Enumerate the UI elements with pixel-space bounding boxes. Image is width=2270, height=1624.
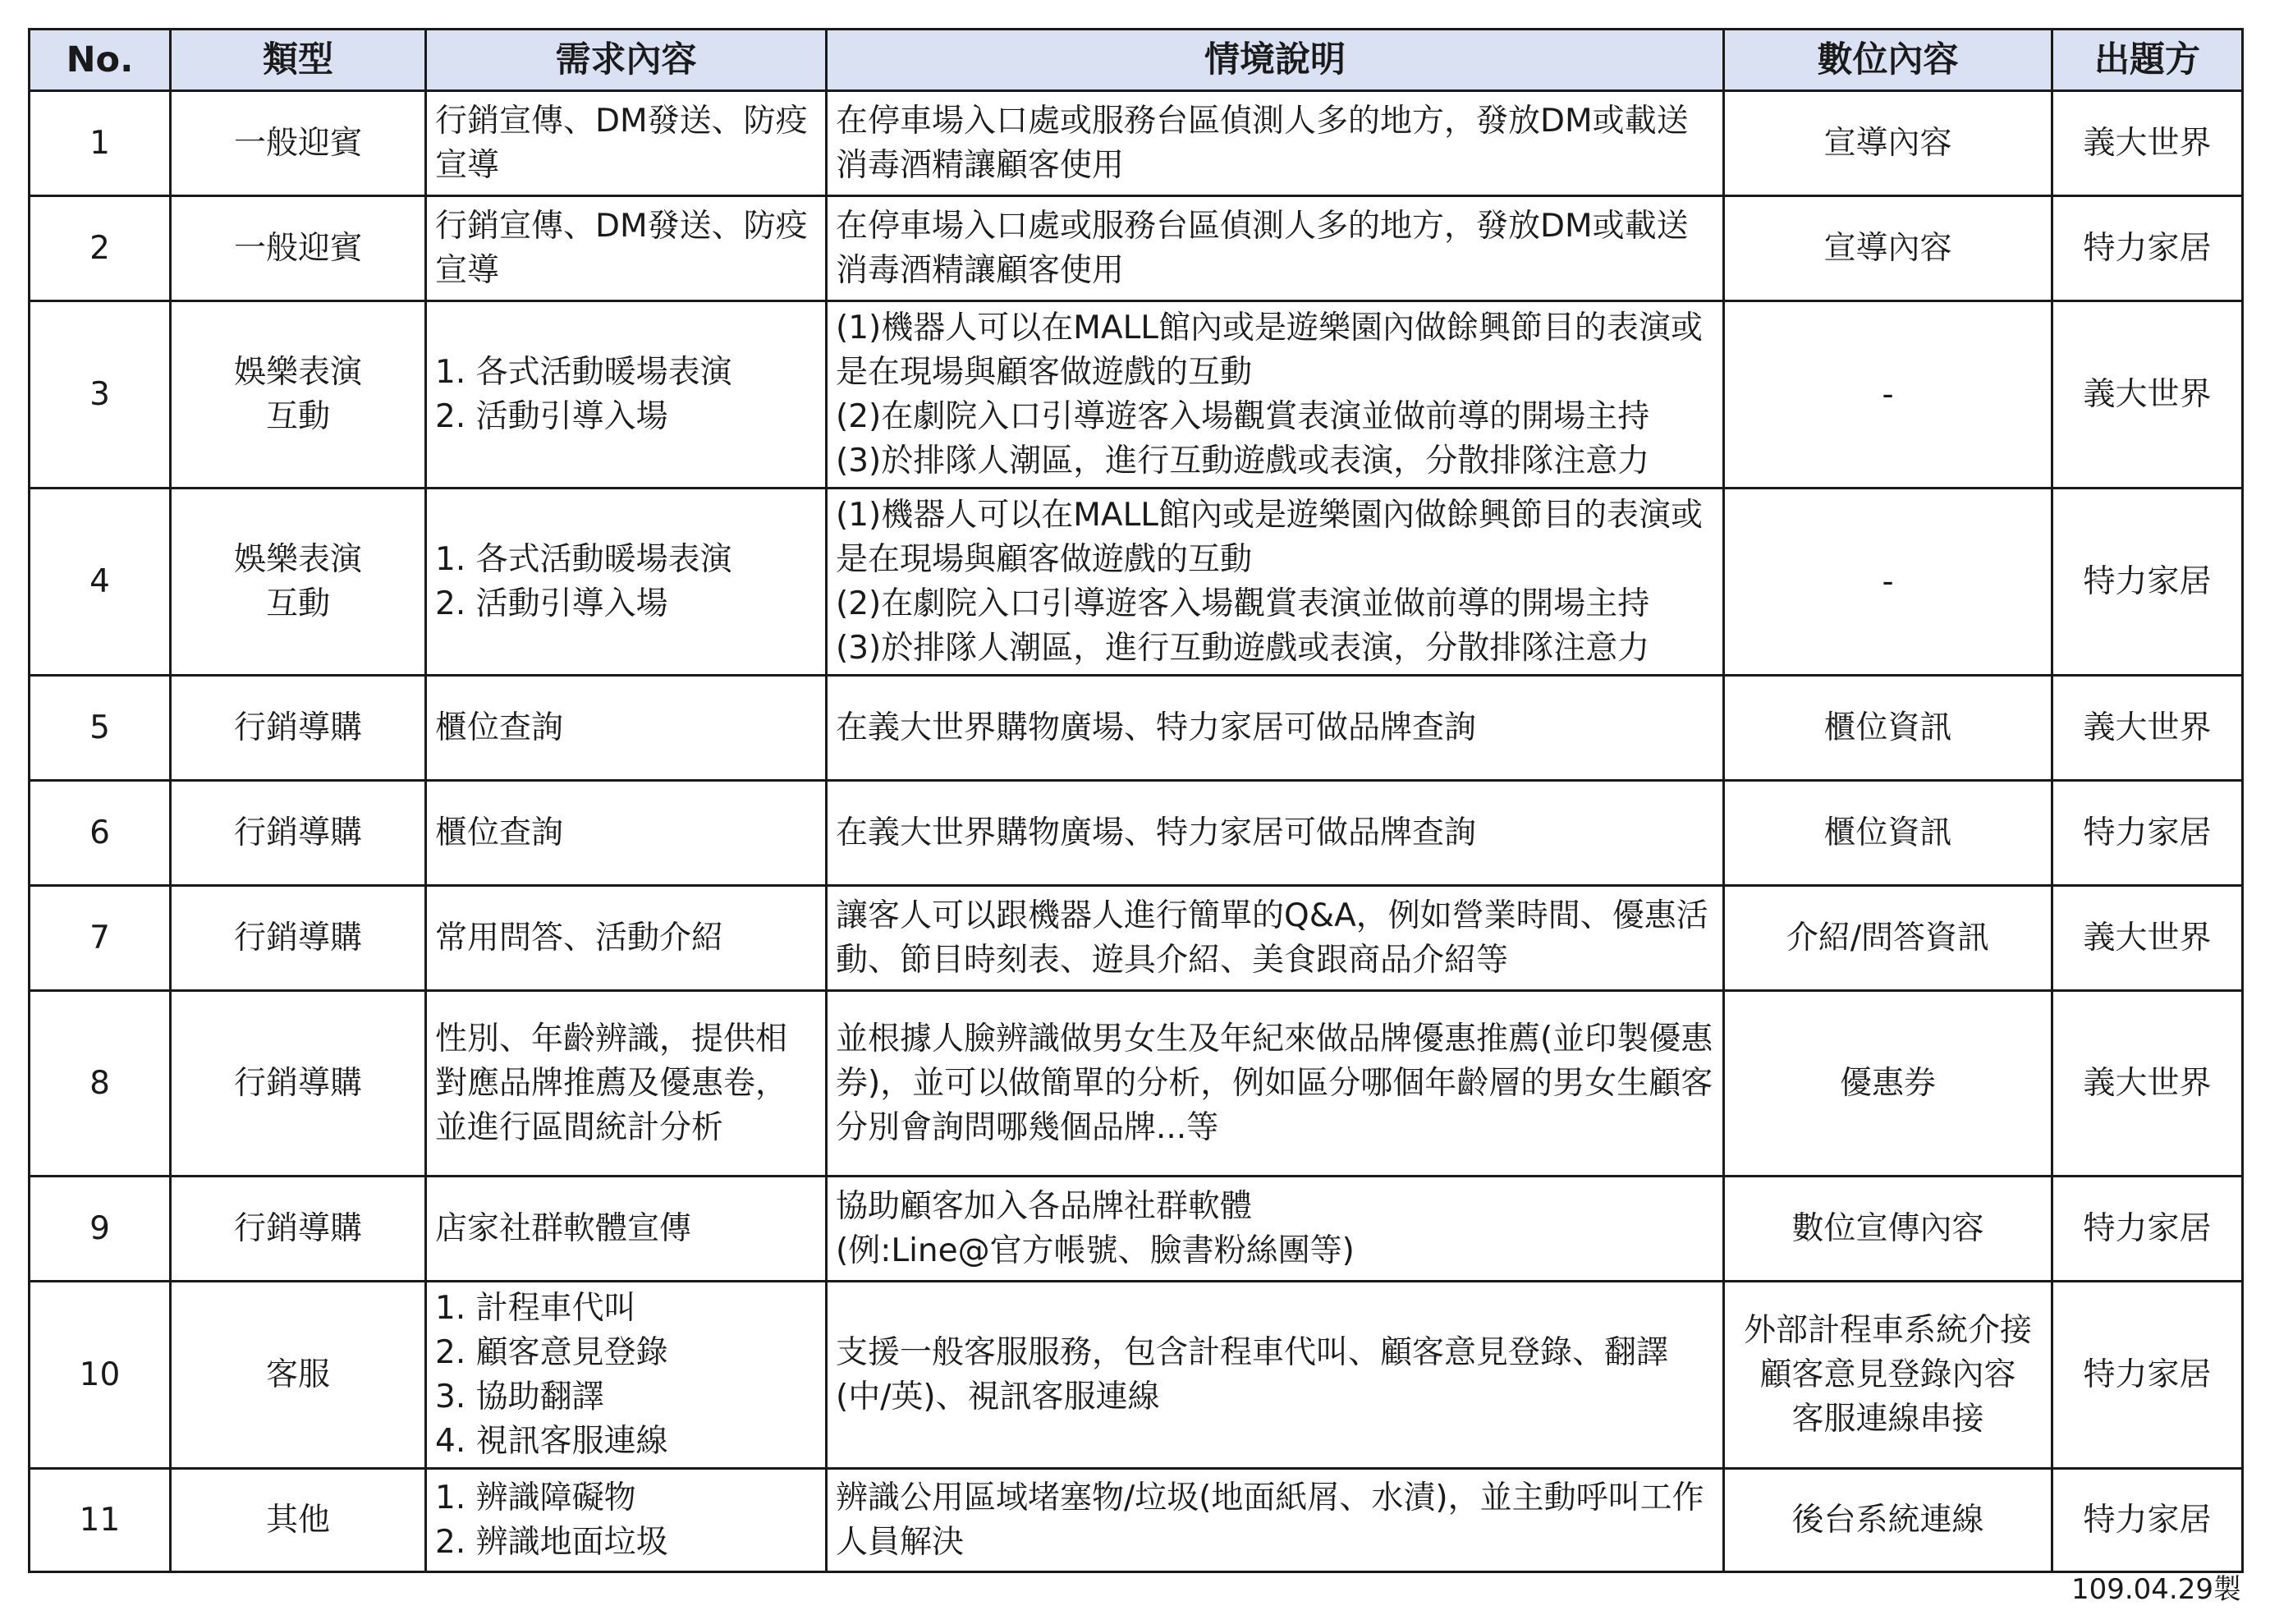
cell-provider: 特力家居 — [2052, 1177, 2243, 1282]
cell-provider: 特力家居 — [2052, 196, 2243, 301]
cell-scenario: 協助顧客加入各品牌社群軟體 (例:Line@官方帳號、臉書粉絲團等) — [827, 1177, 1724, 1282]
table-row — [30, 91, 2243, 196]
table-row — [30, 676, 2243, 781]
cell-requirement: 1. 辨識障礙物 2. 辨識地面垃圾 — [426, 1469, 827, 1572]
cell-requirement: 常用問答、活動介紹 — [426, 886, 827, 991]
cell-no: 11 — [30, 1469, 171, 1572]
cell-provider: 義大世界 — [2052, 886, 2243, 991]
cell-scenario: 並根據人臉辨識做男女生及年紀來做品牌優惠推薦(並印製優惠券)，並可以做簡單的分析，例如區分哪個年齡層的男女生顧客分別會詢問哪幾個品牌...等 — [827, 991, 1724, 1177]
cell-type: 其他 — [171, 1469, 426, 1572]
cell-scenario: 在停車場入口處或服務台區偵測人多的地方，發放DM或載送消毒酒精讓顧客使用 — [827, 91, 1724, 196]
table-row — [30, 781, 2243, 886]
table-row — [30, 991, 2243, 1177]
cell-no: 9 — [30, 1177, 171, 1282]
cell-digital-content: 介紹/問答資訊 — [1724, 886, 2052, 991]
cell-no: 5 — [30, 676, 171, 781]
cell-digital-content: 後台系統連線 — [1724, 1469, 2052, 1572]
cell-no: 1 — [30, 91, 171, 196]
table-row — [30, 196, 2243, 301]
cell-scenario: 在義大世界購物廣場、特力家居可做品牌查詢 — [827, 781, 1724, 886]
cell-no: 6 — [30, 781, 171, 886]
cell-scenario: (1)機器人可以在MALL館內或是遊樂園內做餘興節目的表演或是在現場與顧客做遊戲的互動 (2)在劇院入口引導遊客入場觀賞表演並做前導的開場主持 (3)於排隊人潮區，進行互動遊戲或表演，分散排隊注意力 — [827, 489, 1724, 676]
cell-scenario: 支援一般客服服務，包含計程車代叫、顧客意見登錄、翻譯(中/英)、視訊客服連線 — [827, 1282, 1724, 1469]
header-scenario: 情境說明 — [827, 30, 1724, 91]
made-date-note: 109.04.29製 — [2071, 1573, 2241, 1606]
table-row — [30, 1282, 2243, 1469]
cell-requirement: 櫃位查詢 — [426, 781, 827, 886]
cell-requirement: 行銷宣傳、DM發送、防疫宣導 — [426, 91, 827, 196]
cell-provider: 特力家居 — [2052, 1282, 2243, 1469]
cell-digital-content: 外部計程車系統介接 顧客意見登錄內容 客服連線串接 — [1724, 1282, 2052, 1469]
table-row — [30, 886, 2243, 991]
cell-provider: 特力家居 — [2052, 489, 2243, 676]
cell-type: 一般迎賓 — [171, 91, 426, 196]
header-digital-content: 數位內容 — [1724, 30, 2052, 91]
cell-scenario: 辨識公用區域堵塞物/垃圾(地面紙屑、水漬)，並主動呼叫工作人員解決 — [827, 1469, 1724, 1572]
header-type: 類型 — [171, 30, 426, 91]
table-row — [30, 1469, 2243, 1572]
cell-scenario: 在義大世界購物廣場、特力家居可做品牌查詢 — [827, 676, 1724, 781]
cell-type: 行銷導購 — [171, 886, 426, 991]
cell-digital-content: 櫃位資訊 — [1724, 781, 2052, 886]
cell-provider: 義大世界 — [2052, 91, 2243, 196]
cell-requirement: 櫃位查詢 — [426, 676, 827, 781]
cell-type: 娛樂表演 互動 — [171, 489, 426, 676]
cell-digital-content: - — [1724, 489, 2052, 676]
cell-scenario: (1)機器人可以在MALL館內或是遊樂園內做餘興節目的表演或是在現場與顧客做遊戲的互動 (2)在劇院入口引導遊客入場觀賞表演並做前導的開場主持 (3)於排隊人潮區，進行互動遊戲或表演，分散排隊注意力 — [827, 301, 1724, 489]
cell-provider: 特力家居 — [2052, 781, 2243, 886]
cell-type: 行銷導購 — [171, 676, 426, 781]
cell-digital-content: 優惠券 — [1724, 991, 2052, 1177]
header-provider: 出題方 — [2052, 30, 2243, 91]
cell-digital-content: 數位宣傳內容 — [1724, 1177, 2052, 1282]
cell-type: 娛樂表演 互動 — [171, 301, 426, 489]
header-no: No. — [30, 30, 171, 91]
requirements-table — [28, 28, 2244, 1573]
cell-type: 行銷導購 — [171, 1177, 426, 1282]
cell-no: 4 — [30, 489, 171, 676]
cell-provider: 義大世界 — [2052, 991, 2243, 1177]
cell-type: 一般迎賓 — [171, 196, 426, 301]
table-row — [30, 1177, 2243, 1282]
cell-no: 8 — [30, 991, 171, 1177]
cell-type: 行銷導購 — [171, 781, 426, 886]
cell-scenario: 讓客人可以跟機器人進行簡單的Q&A，例如營業時間、優惠活動、節目時刻表、遊具介紹、美食跟商品介紹等 — [827, 886, 1724, 991]
cell-provider: 義大世界 — [2052, 301, 2243, 489]
cell-no: 7 — [30, 886, 171, 991]
cell-digital-content: 宣導內容 — [1724, 91, 2052, 196]
header-row — [30, 30, 2243, 91]
cell-type: 行銷導購 — [171, 991, 426, 1177]
cell-digital-content: 宣導內容 — [1724, 196, 2052, 301]
cell-no: 3 — [30, 301, 171, 489]
cell-requirement: 店家社群軟體宣傳 — [426, 1177, 827, 1282]
cell-no: 10 — [30, 1282, 171, 1469]
cell-scenario: 在停車場入口處或服務台區偵測人多的地方，發放DM或載送消毒酒精讓顧客使用 — [827, 196, 1724, 301]
table-row — [30, 301, 2243, 489]
cell-no: 2 — [30, 196, 171, 301]
header-requirement: 需求內容 — [426, 30, 827, 91]
cell-requirement: 性別、年齡辨識，提供相對應品牌推薦及優惠卷，並進行區間統計分析 — [426, 991, 827, 1177]
cell-type: 客服 — [171, 1282, 426, 1469]
cell-requirement: 1. 各式活動暖場表演 2. 活動引導入場 — [426, 301, 827, 489]
requirements-sheet — [28, 28, 2241, 1606]
cell-digital-content: - — [1724, 301, 2052, 489]
cell-requirement: 行銷宣傳、DM發送、防疫宣導 — [426, 196, 827, 301]
cell-provider: 義大世界 — [2052, 676, 2243, 781]
cell-provider: 特力家居 — [2052, 1469, 2243, 1572]
cell-requirement: 1. 各式活動暖場表演 2. 活動引導入場 — [426, 489, 827, 676]
cell-digital-content: 櫃位資訊 — [1724, 676, 2052, 781]
cell-requirement: 1. 計程車代叫 2. 顧客意見登錄 3. 協助翻譯 4. 視訊客服連線 — [426, 1282, 827, 1469]
table-row — [30, 489, 2243, 676]
